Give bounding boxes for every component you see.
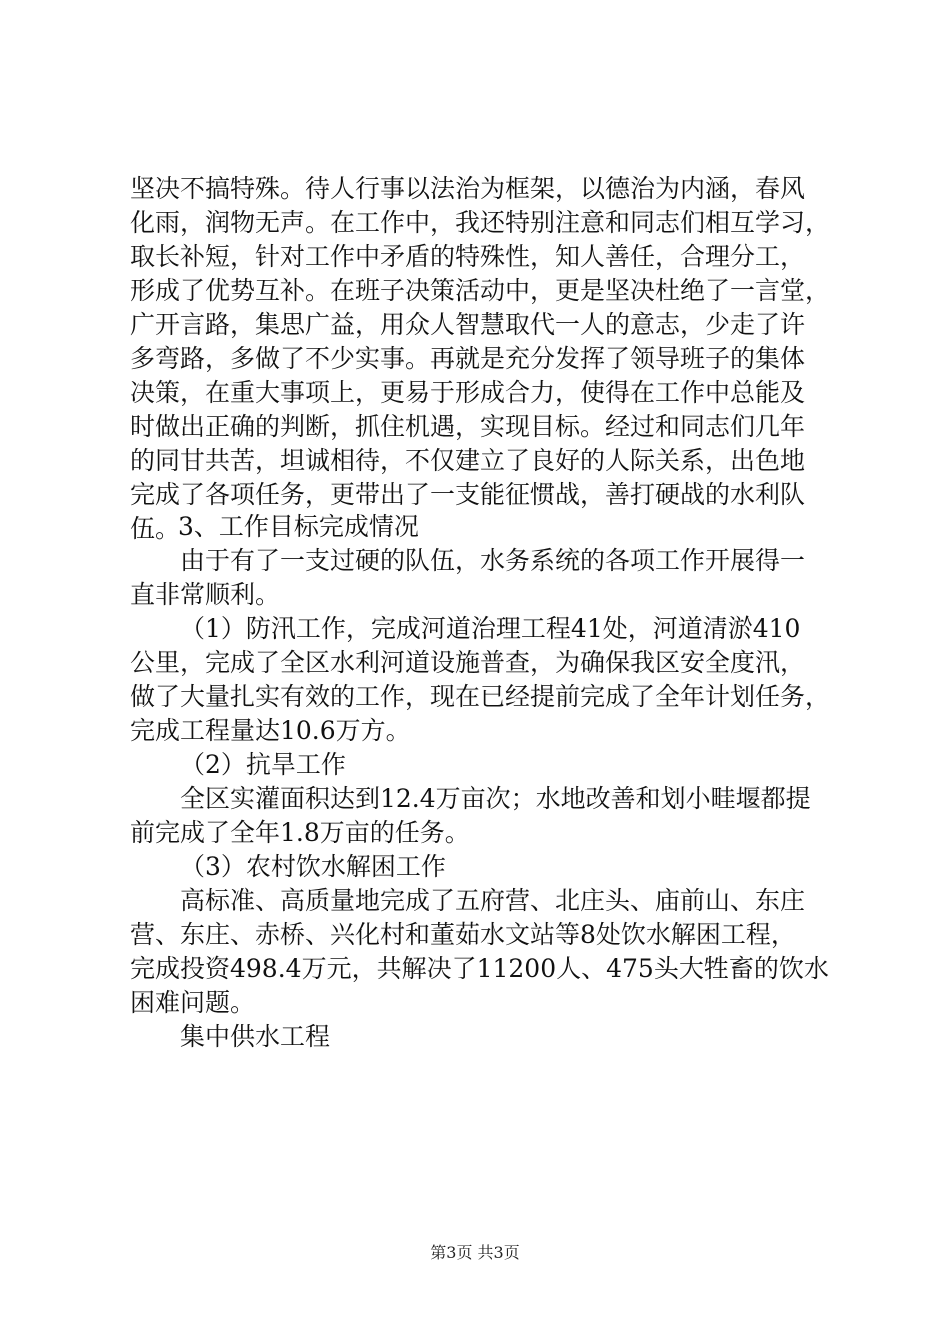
paragraph-start-line: 集中供水工程 xyxy=(180,1022,331,1051)
paragraph-start-line: 高标准、高质量地完成了五府营、北庄头、庙前山、东庄 xyxy=(180,886,806,915)
text-line: 前完成了全年1.8万亩的任务。 xyxy=(130,818,470,847)
text-line: 形成了优势互补。在班子决策活动中，更是坚决杜绝了一言堂， xyxy=(130,276,831,305)
text-line: 决策，在重大事项上，更易于形成合力，使得在工作中总能及 xyxy=(130,378,806,407)
section-heading: 3、工作目标完成情况 xyxy=(178,512,419,541)
subsection-line: （1）防汛工作，完成河道治理工程41处，河道清淤410 xyxy=(180,614,801,643)
text-line: 做了大量扎实有效的工作，现在已经提前完成了全年计划任务， xyxy=(130,682,831,711)
text-line: 取长补短，针对工作中矛盾的特殊性，知人善任，合理分工， xyxy=(130,242,806,271)
subsection-heading: （2）抗旱工作 xyxy=(180,750,346,779)
text-line: 完成工程量达10.6万方。 xyxy=(130,716,411,745)
text-line: 营、东庄、赤桥、兴化村和董茹水文站等8处饮水解困工程， xyxy=(130,920,796,949)
paragraph-start-line: 由于有了一支过硬的队伍，水务系统的各项工作开展得一 xyxy=(180,546,806,575)
page-number-footer: 第3页 共3页 xyxy=(430,1243,520,1262)
text-line: 直非常顺利。 xyxy=(130,580,281,609)
text-line: 多弯路，多做了不少实事。再就是充分发挥了领导班子的集体 xyxy=(130,344,806,373)
subsection-heading: （3）农村饮水解困工作 xyxy=(180,852,446,881)
text-line: 公里，完成了全区水利河道设施普查，为确保我区安全度汛， xyxy=(130,648,806,677)
text-line: 坚决不搞特殊。待人行事以法治为框架，以德治为内涵，春风 xyxy=(130,174,806,203)
text-line: 广开言路，集思广益，用众人智慧取代一人的意志，少走了许 xyxy=(130,310,806,339)
text-line: 化雨，润物无声。在工作中，我还特别注意和同志们相互学习， xyxy=(130,208,831,237)
text-line: 困难问题。 xyxy=(130,988,256,1017)
text-line: 完成了各项任务，更带出了一支能征惯战，善打硬战的水利队 xyxy=(130,480,806,509)
text-line: 完成投资498.4万元，共解决了11200人、475头大牲畜的饮水 xyxy=(130,954,829,983)
paragraph-start-line: 全区实灌面积达到12.4万亩次；水地改善和划小畦堰都提 xyxy=(180,784,811,813)
text-line: 时做出正确的判断，抓住机遇，实现目标。经过和同志们几年 xyxy=(130,412,806,441)
text-line: 的同甘共苦，坦诚相待，不仅建立了良好的人际关系，出色地 xyxy=(130,446,806,475)
text-line: 伍。 xyxy=(130,514,181,543)
